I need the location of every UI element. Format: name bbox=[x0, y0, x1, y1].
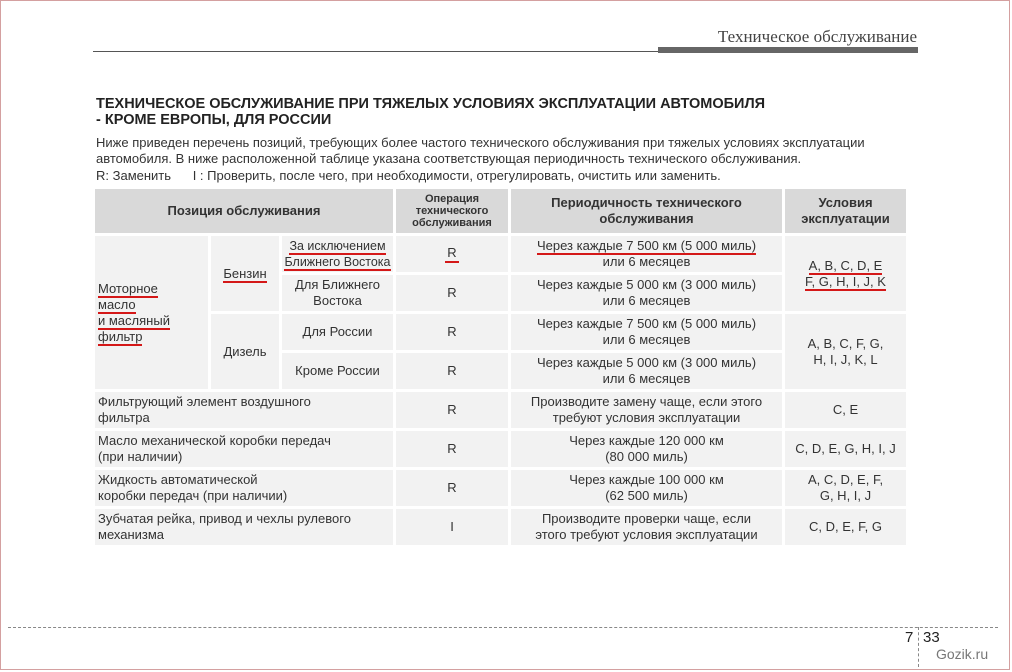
period-cell bbox=[510, 274, 784, 313]
intro-line2: автомобиля. В ниже расположенной таблице указана соответствующая периодичность технического обслуживания. bbox=[96, 151, 802, 166]
period-cell bbox=[510, 352, 784, 391]
oil-item-cell bbox=[94, 235, 210, 391]
period-l2: или 6 месяцев bbox=[602, 332, 691, 347]
item-l1: Жидкость автоматической bbox=[98, 472, 258, 487]
item-l1: Фильтрующий элемент воздушного bbox=[98, 394, 311, 409]
petrol-cell bbox=[210, 235, 281, 313]
op-cell: R bbox=[395, 391, 510, 430]
period-l1: Через каждые 5 000 км (3 000 миль) bbox=[536, 277, 757, 292]
header-rule-thick bbox=[658, 47, 918, 53]
period-l1: Через каждые 5 000 км (3 000 миль) bbox=[536, 355, 757, 370]
period-l1: Через каждые 120 000 км bbox=[569, 433, 724, 448]
cond-cell: C, E bbox=[784, 391, 908, 430]
cond-cell: C, D, E, G, H, I, J bbox=[784, 430, 908, 469]
header-operation-l2: технического bbox=[415, 205, 489, 217]
header-conditions bbox=[784, 188, 908, 235]
item-l2: (при наличии) bbox=[98, 449, 183, 464]
item-l1: Зубчатая рейка, привод и чехлы рулевого bbox=[98, 511, 351, 526]
oil-sub-l1: За исключением bbox=[289, 239, 386, 253]
period-l2: или 6 месяцев bbox=[602, 254, 691, 269]
cond-diesel-l2: H, I, J, K, L bbox=[813, 351, 878, 367]
header-conditions-l2: эксплуатации bbox=[801, 211, 890, 226]
header-operation-l3: обслуживания bbox=[412, 217, 492, 229]
header-rule-thin bbox=[93, 51, 659, 52]
cond-l1: A, C, D, E, F, bbox=[807, 472, 884, 487]
period-cell bbox=[510, 313, 784, 352]
cond-diesel-cell bbox=[784, 313, 908, 391]
header-conditions-l1: Условия bbox=[818, 195, 873, 210]
op-cell: R bbox=[395, 352, 510, 391]
period-l2: этого требуют условия эксплуатации bbox=[535, 527, 758, 542]
table-row bbox=[94, 508, 908, 547]
oil-sub-cell bbox=[281, 274, 395, 313]
header-period bbox=[510, 188, 784, 235]
item-cell bbox=[94, 508, 395, 547]
header-operation bbox=[395, 188, 510, 235]
item-l2: механизма bbox=[98, 527, 165, 542]
diesel-cell: Дизель bbox=[210, 313, 281, 391]
cond-petrol-cell bbox=[784, 235, 908, 313]
oil-item-l4: фильтр bbox=[98, 328, 143, 344]
document-title bbox=[96, 96, 896, 128]
intro-line1: Ниже приведен перечень позиций, требующих более частого технического обслуживания при тяжелых условиях эксплуатации bbox=[96, 135, 865, 150]
cond-diesel-l1: A, B, C, F, G, bbox=[807, 335, 884, 351]
oil-item-l3: и масляный bbox=[98, 312, 170, 328]
page-number: 33 bbox=[923, 629, 940, 646]
period-l2: или 6 месяцев bbox=[602, 371, 691, 386]
op-cell: I bbox=[395, 508, 510, 547]
page-number-separator bbox=[918, 627, 919, 667]
legend-text: R: Заменить I : Проверить, после чего, при необходимости, отрегулировать, очистить или заменить. bbox=[96, 168, 721, 183]
op-cell: R bbox=[395, 313, 510, 352]
document-title-line1: ТЕХНИЧЕСКОЕ ОБСЛУЖИВАНИЕ ПРИ ТЯЖЕЛЫХ УСЛОВИЯХ ЭКСПЛУАТАЦИИ АВТОМОБИЛЯ bbox=[96, 96, 766, 112]
op-value: R bbox=[445, 245, 458, 263]
period-l2: (80 000 миль) bbox=[605, 449, 688, 464]
table-row bbox=[94, 430, 908, 469]
item-cell bbox=[94, 391, 395, 430]
cond-l2: G, H, I, J bbox=[819, 488, 872, 503]
header-operation-l1: Операция bbox=[424, 193, 480, 205]
period-l1: Через каждые 100 000 км bbox=[569, 472, 724, 487]
period-l1: Производите замену чаще, если этого bbox=[530, 394, 763, 409]
maintenance-table bbox=[92, 186, 909, 548]
oil-sub-cell: Для России bbox=[281, 313, 395, 352]
oil-sub-cell: Кроме России bbox=[281, 352, 395, 391]
table-row bbox=[94, 391, 908, 430]
period-l1: Через каждые 7 500 км (5 000 миль) bbox=[536, 238, 757, 253]
table-row bbox=[94, 313, 908, 352]
oil-sub-l2: Востока bbox=[313, 293, 362, 308]
header-period-l1: Периодичность технического bbox=[551, 195, 742, 210]
item-l1: Масло механической коробки передач bbox=[98, 433, 331, 448]
intro-paragraph bbox=[96, 135, 926, 167]
period-l2: или 6 месяцев bbox=[602, 293, 691, 308]
header-position: Позиция обслуживания bbox=[94, 188, 395, 235]
document-title-line2: - КРОМЕ ЕВРОПЫ, ДЛЯ РОССИИ bbox=[96, 112, 332, 128]
period-cell bbox=[510, 508, 784, 547]
item-cell bbox=[94, 469, 395, 508]
watermark: Gozik.ru bbox=[936, 646, 989, 662]
item-l2: коробки передач (при наличии) bbox=[98, 488, 288, 503]
period-l2: (62 500 миль) bbox=[605, 488, 688, 503]
oil-sub-l2: Ближнего Востока bbox=[284, 255, 391, 269]
petrol-label: Бензин bbox=[223, 265, 267, 281]
oil-sub-cell bbox=[281, 235, 395, 274]
period-l2: требуют условия эксплуатации bbox=[552, 410, 741, 425]
section-title: Техническое обслуживание bbox=[717, 27, 917, 46]
period-l1: Через каждые 7 500 км (5 000 миль) bbox=[536, 316, 757, 331]
cond-petrol-l2: F, G, H, I, J, K bbox=[805, 273, 886, 289]
item-l2: фильтра bbox=[98, 410, 150, 425]
period-cell bbox=[510, 430, 784, 469]
op-cell bbox=[395, 235, 510, 274]
item-cell bbox=[94, 430, 395, 469]
table-header-row bbox=[94, 188, 908, 235]
op-cell: R bbox=[395, 430, 510, 469]
period-cell bbox=[510, 391, 784, 430]
footer-rule bbox=[8, 627, 998, 628]
cond-petrol-l1: A, B, C, D, E bbox=[808, 257, 883, 273]
oil-sub-l1: Для Ближнего bbox=[294, 277, 381, 292]
cond-cell: C, D, E, F, G bbox=[784, 508, 908, 547]
period-l1: Производите проверки чаще, если bbox=[541, 511, 752, 526]
header-period-l2: обслуживания bbox=[599, 211, 694, 226]
chapter-number: 7 bbox=[905, 629, 914, 646]
period-cell bbox=[510, 469, 784, 508]
cond-cell bbox=[784, 469, 908, 508]
table-row bbox=[94, 235, 908, 274]
op-cell: R bbox=[395, 469, 510, 508]
oil-item-l1: Моторное bbox=[98, 280, 158, 296]
op-cell: R bbox=[395, 274, 510, 313]
table-row bbox=[94, 469, 908, 508]
period-cell bbox=[510, 235, 784, 274]
oil-item-l2: масло bbox=[98, 296, 136, 312]
